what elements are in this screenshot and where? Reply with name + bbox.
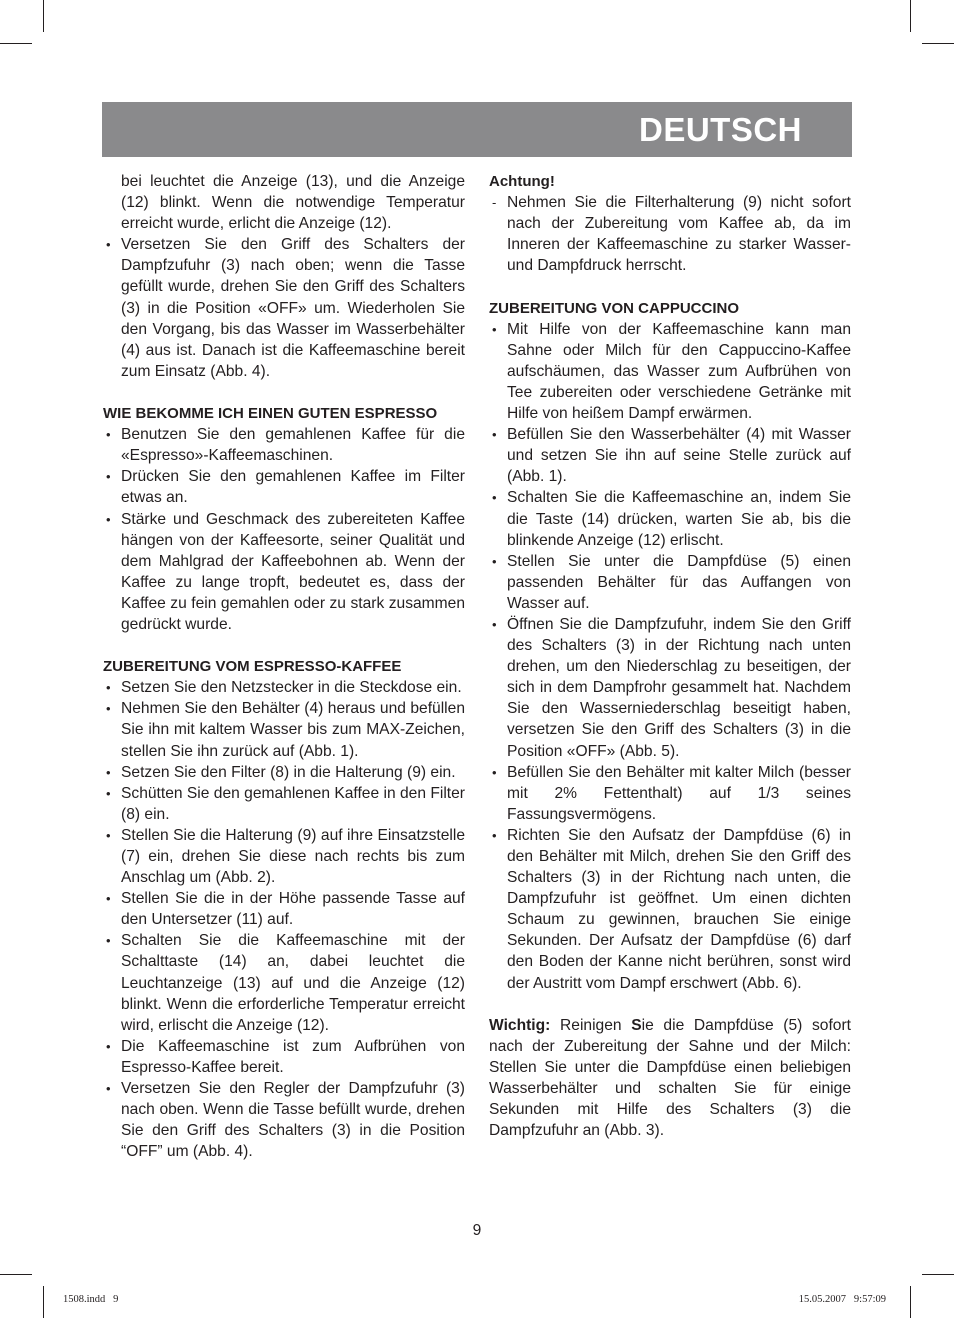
bullet-marker: • — [106, 701, 111, 717]
list-item: • Stellen Sie die in der Höhe passende Tasse auf den Untersetzer (11) auf. — [106, 890, 465, 929]
bullet-marker: • — [106, 785, 111, 801]
list-item: • Benutzen Sie den gemahlenen Kaffee für die «Espresso»-Kaffeemaschinen. — [106, 426, 465, 465]
bullet-marker: • — [492, 321, 497, 337]
intro-list — [103, 234, 465, 382]
bullet-marker: • — [106, 680, 111, 696]
bullet-marker: • — [106, 764, 111, 780]
list-item: • Befüllen Sie den Wasserbehälter (4) mit Wasser und setzen Sie ihn auf seine Stelle zurück auf (Abb. 1). — [492, 426, 851, 486]
list-item: • Befüllen Sie den Behälter mit kalter Milch (besser mit 2% Fettenthalt) auf 1/3 seines Fassungsvermögens. — [492, 763, 851, 823]
important-label: Wichtig: — [489, 1016, 551, 1034]
crop-mark — [43, 0, 44, 32]
list-item: • Nehmen Sie den Behälter (4) heraus und befüllen Sie ihn mit kaltem Wasser bis zum MAX-Zeichen, stellen Sie ihn zurück auf (Abb. 1). — [106, 700, 465, 760]
list-item: • Schütten Sie den gemahlenen Kaffee in den Filter (8) ein. — [106, 784, 465, 823]
list-item: - Nehmen Sie die Filterhalterung (9) nicht sofort nach der Zubereitung vom Kaffee ab, da im Inneren der Kaffeemaschine zu starker Wasser- und Dampfdruck herrscht. — [492, 194, 851, 275]
bullet-marker: • — [106, 933, 111, 949]
bullet-marker: • — [492, 764, 497, 780]
list-item: • Die Kaffeemaschine ist zum Aufbrühen von Espresso-Kaffee bereit. — [106, 1037, 465, 1076]
crop-mark — [922, 1274, 954, 1275]
bullet-marker: • — [106, 427, 111, 443]
list-item: • Richten Sie den Aufsatz der Dampfdüse (6) in den Behälter mit Milch, drehen Sie den Griff des Schalters (3) in der Richtung nach unten, die Dampfzufuhr ist geöffnet. Um einen dichten Schaum zu gewinnen, brauchen Sie einige Sekunden. Der Aufsatz der Dampfdüse (6) darf den Boden der Kanne nicht berühren, sonst wird der Austritt vom Dampf erschwert (Abb. 6). — [492, 826, 851, 992]
crop-mark — [43, 1286, 44, 1318]
list-item: • Stellen Sie unter die Dampfdüse (5) einen passenden Behälter für das Auffangen von Wasser auf. — [492, 552, 851, 612]
right-column — [489, 171, 851, 1141]
list-item: • Setzen Sie den Netzstecker in die Steckdose ein. — [103, 677, 465, 698]
section-heading-espresso-prep: ZUBEREITUNG VOM ESPRESSO-KAFFEE — [103, 658, 402, 676]
page-number: 9 — [472, 1222, 482, 1239]
left-column — [103, 171, 465, 1162]
list-item: • Schalten Sie die Kaffeemaschine an, indem Sie die Taste (14) drücken, warten Sie ab, bis die blinkende Anzeige (12) erlischt. — [492, 489, 851, 549]
bullet-marker: • — [106, 827, 111, 843]
bullet-marker: • — [106, 469, 111, 485]
espresso-list — [103, 424, 465, 635]
section-heading-espresso: WIE BEKOMME ICH EINEN GUTEN ESPRESSO — [103, 405, 438, 423]
list-item: • Schalten Sie die Kaffeemaschine mit der Schalttaste (14) an, dabei leuchtet die Leuchtanzeige (13) auf und die Anzeige (12) blinkt. Wenn die erforderliche Temperatur erreicht wird, erlischt die Anzeige (12). — [106, 932, 465, 1034]
attention-list — [489, 192, 851, 276]
section-heading-cappuccino: ZUBEREITUNG VON CAPPUCCINO — [489, 299, 740, 317]
list-item: • Versetzen Sie den Griff des Schalters der Dampfzufuhr (3) nach oben; wenn die Tasse gefüllt wurde, drehen Sie den Griff des Schalters (3) in die Position «OFF» um. Wiederholen Sie den Vorgang, bis das Wasser im Wasserbehälter (4) aus ist. Danach ist die Kaffeemaschine bereit zum Einsatz (Abb. 4). — [106, 236, 465, 380]
bullet-marker: • — [106, 1038, 111, 1054]
language-header-bar — [102, 102, 852, 157]
print-slug-timestamp: 15.05.2007 9:57:09 — [798, 1294, 886, 1305]
crop-mark — [0, 43, 32, 44]
bullet-marker: • — [106, 1081, 111, 1097]
bullet-marker: • — [106, 891, 111, 907]
bullet-marker: • — [492, 616, 497, 632]
dash-marker: - — [492, 195, 497, 211]
list-item: • Mit Hilfe von der Kaffeemaschine kann man Sahne oder Milch für den Cappuccino-Kaffee aufschäumen, das Wasser zum Aufbrühen von Tee zubereiten oder verschiedene Getränke mit Hilfe von heißem Dampf erwärmen. — [492, 320, 851, 423]
bullet-marker: • — [492, 827, 497, 843]
bullet-marker: • — [492, 490, 497, 506]
crop-mark — [910, 0, 911, 32]
page-title: DEUTSCH — [638, 111, 802, 148]
list-item: • Versetzen Sie den Regler der Dampfzufuhr (3) nach oben. Wenn die Tasse befüllt wurde, drehen Sie den Griff des Schalters (3) in die Position “OFF” um (Abb. 4). — [106, 1080, 465, 1161]
bullet-marker: • — [492, 427, 497, 443]
crop-mark — [0, 1274, 32, 1275]
bullet-marker: • — [106, 237, 111, 253]
list-item: • Setzen Sie den Filter (8) in die Halterung (9) ein. — [103, 762, 465, 783]
bullet-marker: • — [492, 553, 497, 569]
list-item: • Stärke und Geschmack des zubereiteten Kaffee hängen von der Kaffeesorte, seiner Qualität und dem Mahlgrad der Kaffeebohnen ab. Wenn der Kaffee zu lange tropft, bedeutet es, dass der Kaffee zu fein gemahlen oder zu stark zusammen gedrückt wurde. — [106, 510, 465, 633]
crop-mark — [910, 1286, 911, 1318]
important-note: Wichtig: Reinigen Sie die Dampfdüse (5) sofort nach der Zubereitung der Sahne und der Milch: Stellen Sie unter die Dampfdüse einen beliebigen Wasserbehälter und schalten Sie für einige Sekunden mit Hilfe des Schalters (3) die Dampfzufuhr an (Abb. 3). — [489, 1016, 852, 1140]
list-item: • Stellen Sie die Halterung (9) auf ihre Einsatzstelle (7) ein, drehen Sie diese nach rechts bis zum Anschlag um (Abb. 2). — [106, 826, 465, 887]
cappuccino-list — [489, 319, 851, 994]
espresso-prep-list — [103, 677, 465, 1162]
list-item: • Drücken Sie den gemahlenen Kaffee im Filter etwas an. — [106, 468, 465, 507]
print-slug-filename: 1508.indd 9 — [63, 1294, 119, 1305]
intro-continuation: bei leuchtet die Anzeige (13), und die Anzeige (12) blinkt. Wenn die notwendige Temperatur erreicht wurde, erlicht die Anzeige (12). — [121, 173, 465, 233]
attention-heading: Achtung! — [489, 173, 555, 190]
crop-mark — [922, 43, 954, 44]
list-item: • Öffnen Sie die Dampfzufuhr, indem Sie den Griff des Schalters (3) in der Richtung nach unten drehen, um den Niederschlag zu beseitigen, der sich in dem Dampfrohr gesammelt hat. Nachdem Sie den Wasserniederschlag beseitigt haben, versetzen Sie den Griff des Schalters (3) in die Position «OFF» (Abb. 5). — [492, 615, 851, 760]
bullet-marker: • — [106, 511, 111, 527]
